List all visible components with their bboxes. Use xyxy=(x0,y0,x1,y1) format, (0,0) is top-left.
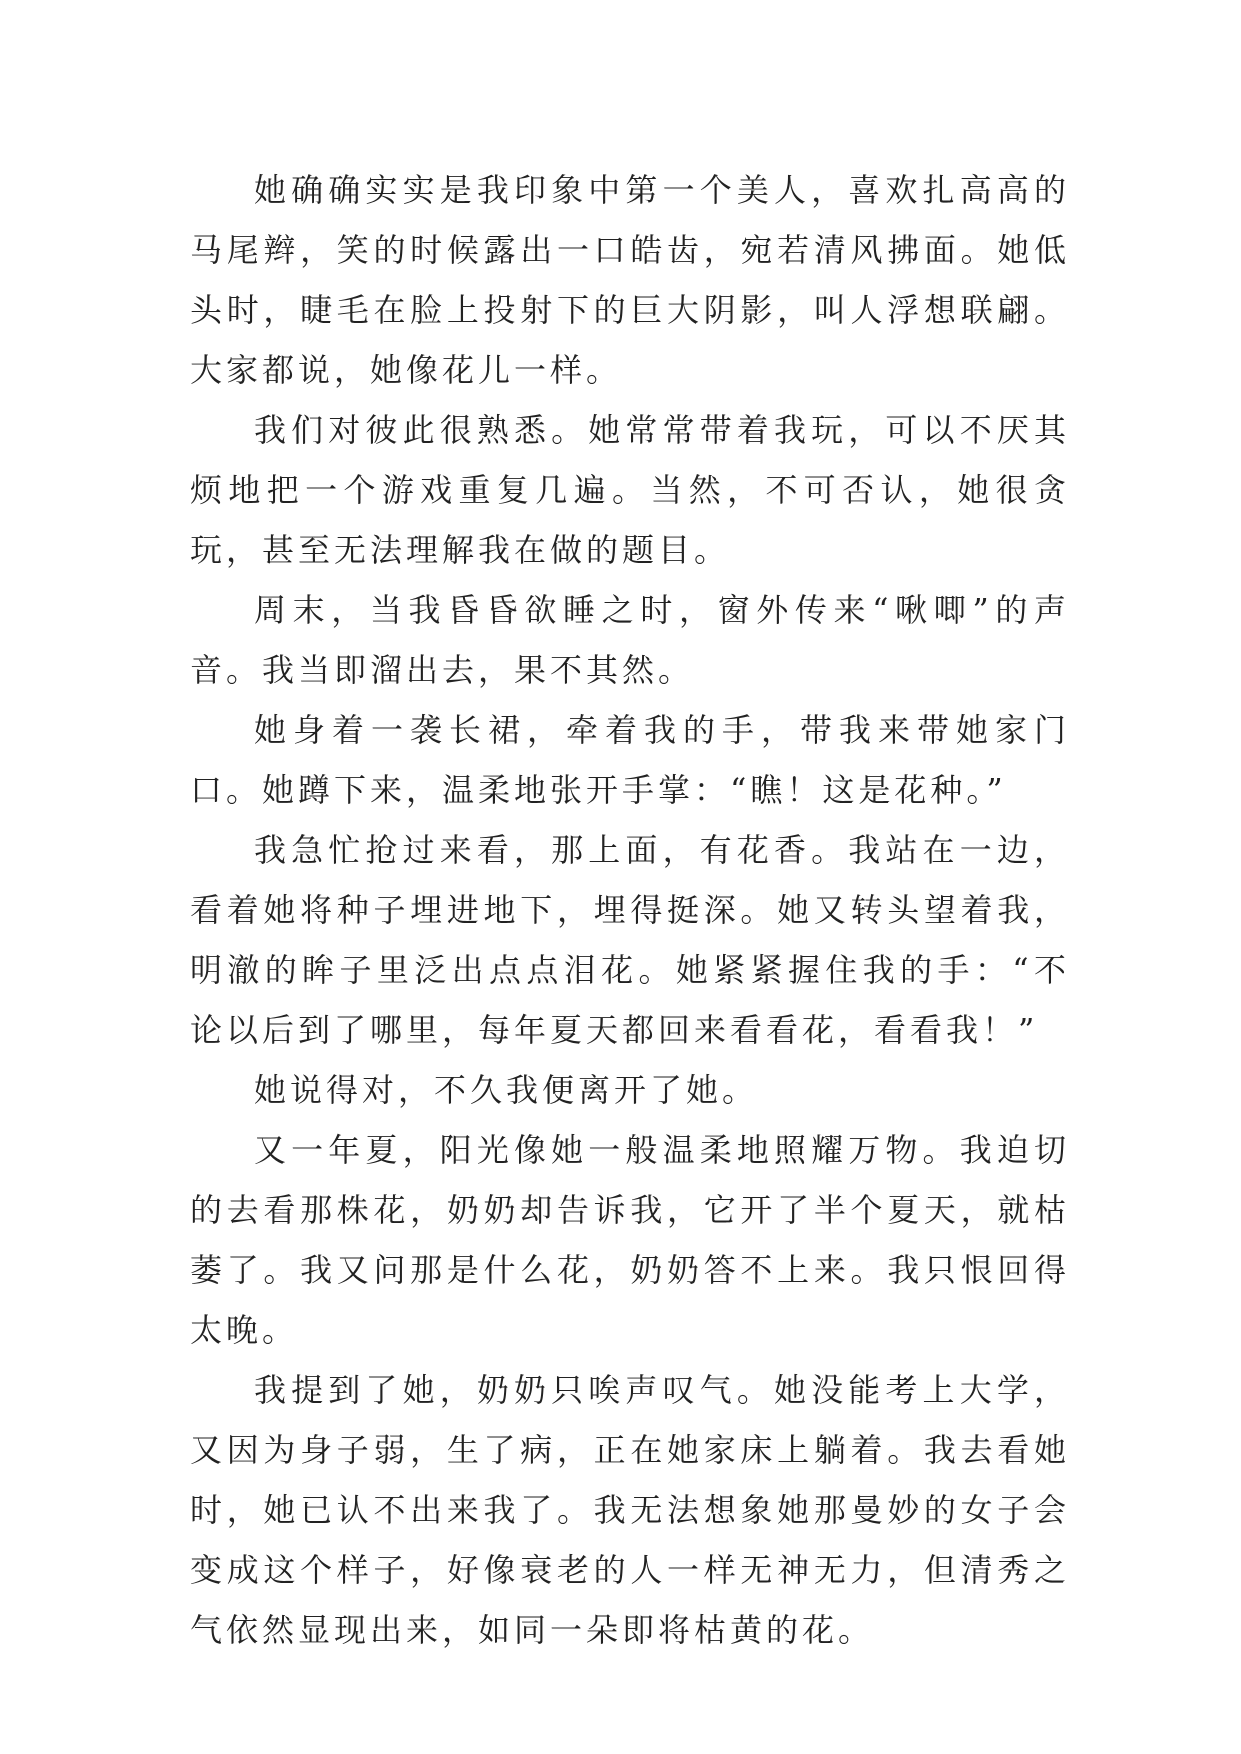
paragraph-7: 又一年夏，阳光像她一般温柔地照耀万物。我迫切的去看那株花，奶奶却告诉我，它开了半个夏天，就枯萎了。我又问那是什么花，奶奶答不上来。我只恨回得太晚。 xyxy=(190,1131,1070,1349)
paragraph-2: 我们对彼此很熟悉。她常常带着我玩，可以不厌其烦地把一个游戏重复几遍。当然，不可否认，她很贪玩，甚至无法理解我在做的题目。 xyxy=(190,411,1070,569)
body-text xyxy=(190,160,1070,1660)
paragraph-8: 我提到了她，奶奶只唉声叹气。她没能考上大学，又因为身子弱，生了病，正在她家床上躺着。我去看她时，她已认不出来我了。我无法想象她那曼妙的女子会变成这个样子，好像衰老的人一样无神无力，但清秀之气依然显现出来，如同一朵即将枯黄的花。 xyxy=(190,1371,1070,1649)
paragraph-6: 她说得对，不久我便离开了她。 xyxy=(254,1071,759,1109)
paragraph-4: 她身着一袭长裙，牵着我的手，带我来带她家门口。她蹲下来，温柔地张开手掌：“瞧！这是花种。” xyxy=(190,711,1070,809)
paragraph-5: 我急忙抢过来看，那上面，有花香。我站在一边，看着她将种子埋进地下，埋得挺深。她又转头望着我，明澈的眸子里泛出点点泪花。她紧紧握住我的手：“不论以后到了哪里，每年夏天都回来看看花，看看我！” xyxy=(190,831,1070,1049)
paragraph-3: 周末，当我昏昏欲睡之时，窗外传来“啾唧”的声音。我当即溜出去，果不其然。 xyxy=(190,591,1070,689)
paragraph-1: 她确确实实是我印象中第一个美人，喜欢扎高高的马尾辫，笑的时候露出一口皓齿，宛若清风拂面。她低头时，睫毛在脸上投射下的巨大阴影，叫人浮想联翩。大家都说，她像花儿一样。 xyxy=(190,171,1070,389)
